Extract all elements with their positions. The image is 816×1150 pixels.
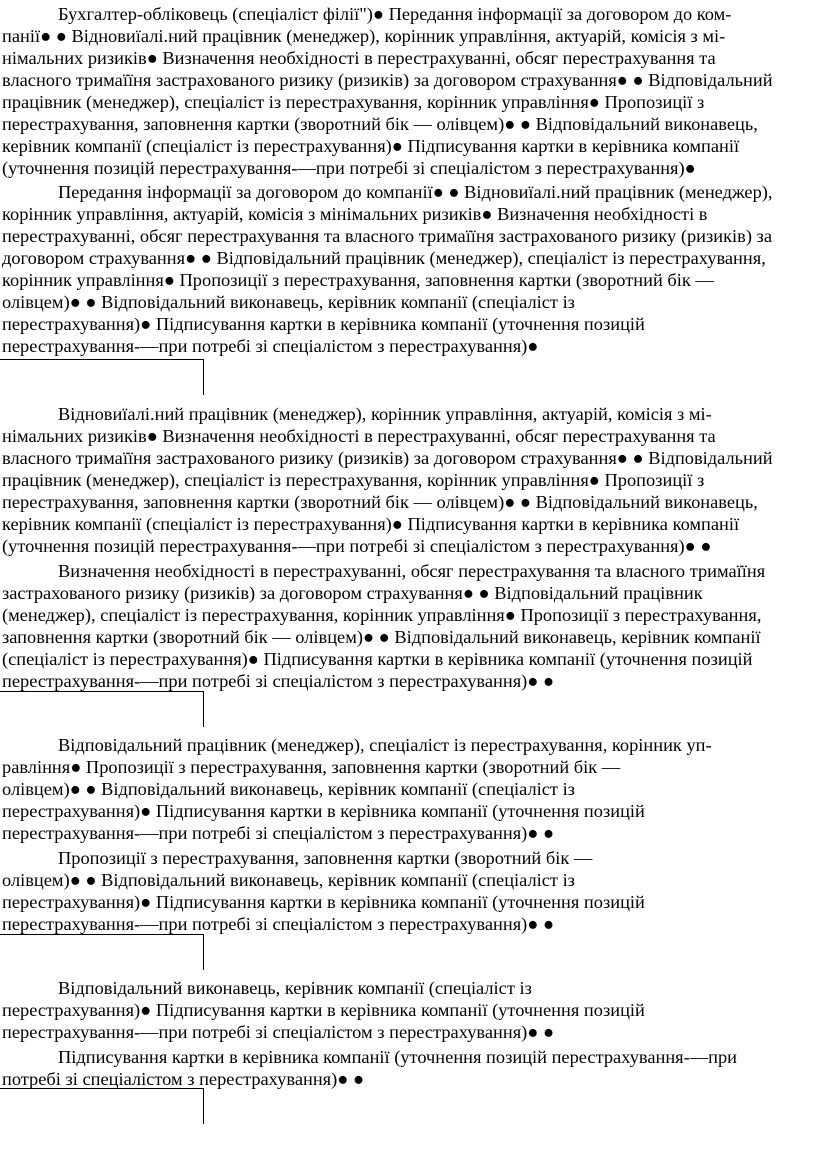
text-line: перестрахування-—при потребі зі спеціалістом з перестрахування)● ● — [2, 823, 555, 843]
text-line: власного тримаїїня застрахованого ризику (ризиків) за договором страхування● ● Відповідальний — [2, 70, 773, 90]
text-line: німальних ризиків● Визначення необхідності в перестрахуванні, обсяг перестрахування та — [2, 48, 716, 68]
text-line: перестрахування, заповнення картки (зворотний бік — олівцем)● ● Відповідальний виконавець, — [2, 114, 758, 134]
text-line: Визначення необхідності в перестрахуванні, обсяг перестрахування та власного тримаїїня — [58, 561, 766, 581]
text-line: перестрахування)● Підписування картки в керівника компанії (уточнення позицій — [2, 892, 645, 912]
text-line: Передання інформації за договором до компанії● ● Відновиїалі.ний працівник (менеджер), — [58, 182, 773, 202]
text-line: працівник (менеджер), спеціаліст із перестрахування, корінник управління● Пропозиції з — [2, 470, 705, 490]
text-line: потребі зі спеціалістом з перестрахування)● ● — [2, 1069, 365, 1089]
text-line: перестрахування, заповнення картки (зворотний бік — олівцем)● ● Відповідальний виконавець, — [2, 492, 758, 512]
text-line: власного тримаїїня застрахованого ризику (ризиків) за договором страхування● ● Відповідальний — [2, 448, 773, 468]
section-divider — [0, 691, 204, 727]
text-line: перестрахування-—при потребі зі спеціалістом з перестрахування)● ● — [2, 1022, 555, 1042]
text-line: (спеціаліст із перестрахування)● Підписування картки в керівника компанії (уточнення позицій — [2, 649, 753, 669]
section-divider — [0, 359, 204, 395]
text-line: корінник управління● Пропозиції з перестрахування, заповнення картки (зворотний бік — — [2, 270, 714, 290]
text-line: Пропозиції з перестрахування, заповнення картки (зворотний бік — — [58, 848, 593, 868]
text-line: перестрахування-—при потребі зі спеціалістом з перестрахування)● ● — [2, 671, 555, 691]
text-line: заповнення картки (зворотний бік — олівцем)● ● Відповідальний виконавець, керівник компанії — [2, 627, 761, 647]
text-line: олівцем)● ● Відповідальний виконавець, керівник компанії (спеціаліст із — [2, 292, 575, 312]
text-line: перестрахування)● Підписування картки в керівника компанії (уточнення позицій — [2, 1000, 645, 1020]
text-line: Відповідальний працівник (менеджер), спеціаліст із перестрахування, корінник уп- — [58, 735, 712, 755]
section-divider — [0, 934, 204, 970]
text-line: (менеджер), спеціаліст із перестрахування, корінник управління● Пропозиції з перестрахування, — [2, 605, 762, 625]
text-line: Відновиїалі.ний працівник (менеджер), корінник управління, актуарій, комісія з мі- — [58, 404, 712, 424]
text-line: перестрахування-—при потребі зі спеціалістом з перестрахування)● ● — [2, 914, 555, 934]
text-line: олівцем)● ● Відповідальний виконавець, керівник компанії (спеціаліст із — [2, 779, 575, 799]
text-line: корінник управління, актуарій, комісія з мінімальних ризиків● Визначення необхідності в — [2, 204, 708, 224]
text-line: працівник (менеджер), спеціаліст із перестрахування, корінник управління● Пропозиції з — [2, 92, 705, 112]
text-line: олівцем)● ● Відповідальний виконавець, керівник компанії (спеціаліст із — [2, 870, 575, 890]
text-line: Підписування картки в керівника компанії (уточнення позицій перестрахування-—при — [58, 1047, 738, 1067]
text-line: перестрахування-—при потребі зі спеціалістом з перестрахування)● — [2, 336, 539, 356]
text-line: німальних ризиків● Визначення необхідності в перестрахуванні, обсяг перестрахування та — [2, 426, 716, 446]
text-line: (уточнення позицій перестрахування-—при потребі зі спеціалістом з перестрахування)● ● — [2, 536, 712, 556]
text-line: перестрахування)● Підписування картки в керівника компанії (уточнення позицій — [2, 801, 645, 821]
text-line: керівник компанії (спеціаліст із перестрахування)● Підписування картки в керівника компанії — [2, 136, 740, 156]
text-line: перестрахування)● Підписування картки в керівника компанії (уточнення позицій — [2, 314, 645, 334]
text-line: керівник компанії (спеціаліст із перестрахування)● Підписування картки в керівника компанії — [2, 514, 740, 534]
text-line: перестрахуванні, обсяг перестрахування та власного тримаїїня застрахованого ризику (ризиків) за — [2, 226, 772, 246]
text-line: Бухгалтер-обліковець (спеціаліст філії")● Передання інформації за договором до ком- — [58, 4, 732, 24]
text-line: застрахованого ризику (ризиків) за договором страхування● ● Відповідальний працівник — [2, 583, 703, 603]
text-line: панії● ● Відновиїалі.ний працівник (менеджер), корінник управління, актуарій, комісія з мі- — [2, 26, 726, 46]
text-line: Відповідальний виконавець, керівник компанії (спеціаліст із — [58, 978, 532, 998]
section-divider — [0, 1088, 204, 1124]
text-line: (уточнення позицій перестрахування-—при потребі зі спеціалістом з перестрахування)● — [2, 158, 696, 178]
text-line: договором страхування● ● Відповідальний працівник (менеджер), спеціаліст із перестрахування, — [2, 248, 766, 268]
text-line: равління● Пропозиції з перестрахування, заповнення картки (зворотний бік — — [2, 757, 621, 777]
